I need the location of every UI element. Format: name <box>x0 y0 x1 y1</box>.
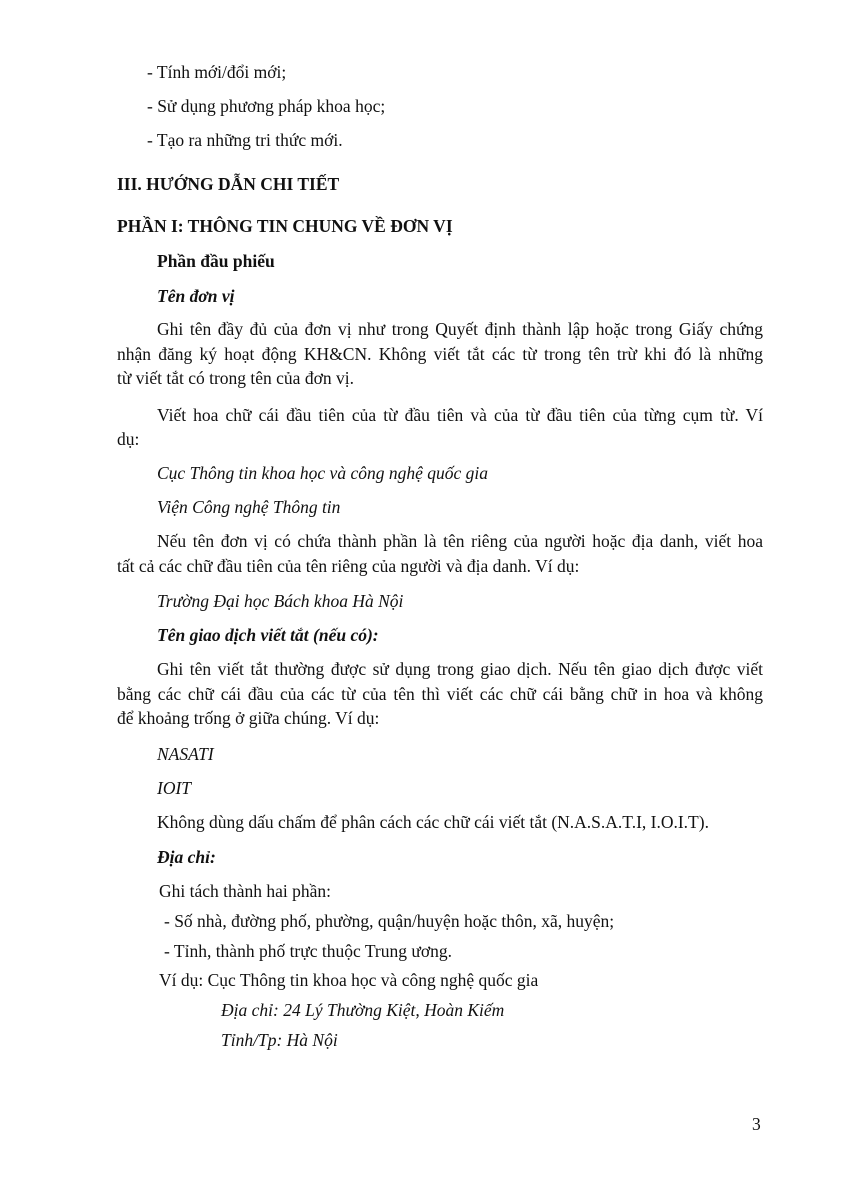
example-text: Viện Công nghệ Thông tin <box>157 497 341 517</box>
note-text: Không dùng dấu chấm để phân cách các chữ cái viết tắt (N.A.S.A.T.I, I.O.I.T). <box>157 812 709 832</box>
paragraph-line: Viết hoa chữ cái đầu tiên của từ đầu tiên và của từ đầu tiên của từng cụm từ. Ví <box>157 405 763 425</box>
bullet-item: - Tạo ra những tri thức mới. <box>147 130 343 150</box>
paragraph-line: từ viết tắt có trong tên của đơn vị. <box>117 368 354 388</box>
example-text: Trường Đại học Bách khoa Hà Nội <box>157 591 404 611</box>
example-text: Tỉnh/Tp: Hà Nội <box>221 1030 338 1050</box>
list-item: - Số nhà, đường phố, phường, quận/huyện hoặc thôn, xã, huyện; <box>164 911 615 931</box>
paragraph-line: Ghi tên đầy đủ của đơn vị như trong Quyết định thành lập hoặc trong Giấy chứng <box>157 319 763 339</box>
paragraph-line: Ví dụ: Cục Thông tin khoa học và công nghệ quốc gia <box>159 970 539 990</box>
bullet-item: - Sử dụng phương pháp khoa học; <box>147 96 386 116</box>
example-text: Cục Thông tin khoa học và công nghệ quốc gia <box>157 463 488 483</box>
section-heading: III. HƯỚNG DẪN CHI TIẾT <box>117 174 340 194</box>
list-item: - Tỉnh, thành phố trực thuộc Trung ương. <box>164 941 452 961</box>
unit-name-heading: Tên đơn vị <box>157 286 235 306</box>
page-number: 3 <box>752 1114 761 1134</box>
paragraph-line: để khoảng trống ở giữa chúng. Ví dụ: <box>117 708 380 728</box>
example-text: NASATI <box>157 744 214 764</box>
example-text: IOIT <box>157 778 192 798</box>
paragraph-line: Ghi tách thành hai phần: <box>159 881 332 901</box>
example-text: Địa chỉ: 24 Lý Thường Kiệt, Hoàn Kiếm <box>221 1000 505 1020</box>
paragraph-line: Nếu tên đơn vị có chứa thành phần là tên riêng của người hoặc địa danh, viết hoa <box>157 531 763 551</box>
paragraph-line: Ghi tên viết tắt thường được sử dụng trong giao dịch. Nếu tên giao dịch được viết <box>157 659 763 679</box>
paragraph-line: bằng các chữ cái đầu của các từ của tên thì viết các chữ cái bằng chữ in hoa và không <box>117 684 763 704</box>
part-heading: PHẦN I: THÔNG TIN CHUNG VỀ ĐƠN VỊ <box>117 216 453 236</box>
abbrev-heading: Tên giao dịch viết tắt (nếu có): <box>157 625 379 645</box>
sub-heading: Phần đầu phiếu <box>157 251 275 271</box>
paragraph-line: tất cả các chữ đầu tiên của tên riêng của người và địa danh. Ví dụ: <box>117 556 580 576</box>
paragraph-line: dụ: <box>117 429 140 449</box>
address-heading: Địa chỉ: <box>157 847 216 867</box>
bullet-item: - Tính mới/đổi mới; <box>147 62 287 82</box>
paragraph-line: nhận đăng ký hoạt động KH&CN. Không viết tắt các từ trong tên trừ khi đó là những <box>117 344 763 364</box>
